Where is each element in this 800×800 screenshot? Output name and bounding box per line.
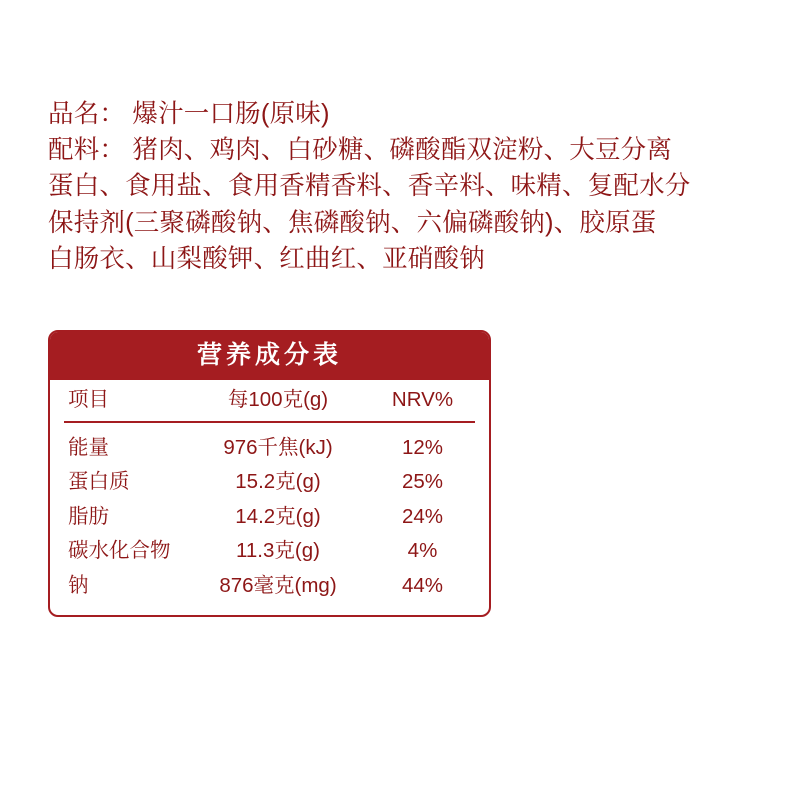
nutrition-table-title: 营养成分表 xyxy=(50,332,489,380)
table-rows xyxy=(64,426,475,604)
table-row xyxy=(64,500,475,535)
table-row xyxy=(64,569,475,604)
table-row xyxy=(64,465,475,500)
ingredients-line-3: 保持剂(三聚磷酸钠、焦磷酸钠、六偏磷酸钠)、胶原蛋 xyxy=(48,208,657,237)
table-row xyxy=(64,534,475,569)
cell-item: 脂肪 xyxy=(68,504,109,528)
cell-per100g: 15.2克(g) xyxy=(235,470,321,494)
cell-per100g: 876毫克(mg) xyxy=(219,573,337,597)
table-row xyxy=(64,431,475,466)
ingredients-line-2: 蛋白、食用盐、食用香精香料、香辛料、味精、复配水分 xyxy=(48,172,691,201)
ingredients-line-4: 白肠衣、山梨酸钾、红曲红、亚硝酸钠 xyxy=(48,244,485,273)
nutrition-table xyxy=(48,330,491,617)
cell-per100g: 14.2克(g) xyxy=(235,504,321,528)
cell-nrv: 12% xyxy=(401,435,444,459)
cell-per100g: 976千焦(kJ) xyxy=(223,435,333,459)
header-per100g: 每100克(g) xyxy=(227,388,329,412)
product-info-text xyxy=(48,96,760,277)
table-header-row xyxy=(64,380,475,423)
cell-nrv: 4% xyxy=(407,539,438,563)
product-name-line: 品名： 爆汁一口肠(原味) xyxy=(48,100,330,128)
cell-nrv: 44% xyxy=(401,573,444,597)
cell-nrv: 24% xyxy=(401,504,444,528)
cell-per100g: 11.3克(g) xyxy=(236,539,320,563)
cell-item: 碳水化合物 xyxy=(68,539,171,563)
product-info-block xyxy=(48,96,760,277)
ingredients-line-1: 配料： 猪肉、鸡肉、白砂糖、磷酸酯双淀粉、大豆分离 xyxy=(48,136,673,165)
nutrition-facts-panel xyxy=(48,330,491,617)
nutrition-table-body xyxy=(50,380,489,615)
cell-nrv: 25% xyxy=(401,470,444,494)
cell-item: 蛋白质 xyxy=(68,470,130,494)
header-item: 项目 xyxy=(68,388,109,412)
cell-item: 钠 xyxy=(68,573,89,597)
cell-item: 能量 xyxy=(68,435,109,459)
header-nrv: NRV% xyxy=(391,388,454,412)
